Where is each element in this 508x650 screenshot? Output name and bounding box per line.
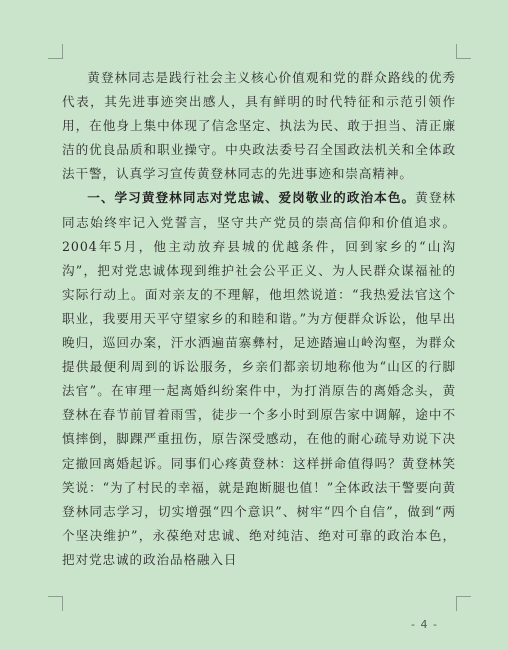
margin-mark-top-right [456,44,471,59]
document-body [62,66,456,572]
margin-mark-bottom-right [456,596,471,611]
intro-paragraph: 黄登林同志是践行社会主义核心价值观和党的群众路线的优秀代表，其先进事迹突出感人，具有鲜明的时代特征和示范引领作用，在他身上集中体现了信念坚定、执法为民、敢于担当、清正廉洁的优良品质和职业操守。中央政法委号召全国政法机关和全体政法干警，认真学习宣传黄登林同志的先进事迹和崇高精神。 [62,70,456,182]
section-1-body: 黄登林同志始终牢记入党誓言，坚守共产党员的崇高信仰和价值追求。2004年5月，他主动放弃县城的优越条件，回到家乡的“山沟沟”，把对党忠诚体现到维护社会公平正义、为人民群众谋福祉的实际行动上。面对亲友的不理解，他坦然说道：“我热爱法官这个职业，我要用天平守望家乡的和睦和谐。”为方便群众诉讼，他早出晚归，巡回办案，汗水洒遍苗寨彝村，足迹踏遍山岭沟壑，为群众提供最便利周到的诉讼服务，乡亲们都亲切地称他为“山区的行脚法官”。在审理一起离婚纠纷案件中，为打消原告的离婚念头，黄登林在春节前冒着雨雪，徒步一个多小时到原告家中调解，途中不慎摔倒，脚踝严重扭伤，原告深受感动，在他的耐心疏导劝说下决定撤回离婚起诉。同事们心疼黄登林：这样拼命值得吗？黄登林笑笑说：“为了村民的幸福，就是跑断腿也值！”全体政法干警要向黄登林同志学习，切实增强“四个意识”、树牢“四个自信”，做到“两个坚决维护”，永葆绝对忠诚、绝对纯洁、绝对可靠的政治本色，把对党忠诚的政治品格融入日 [62,190,456,567]
section-1-paragraph [62,186,456,572]
section-1-heading: 一、学习黄登林同志对党忠诚、爱岗敬业的政治本色。 [87,190,416,206]
page-number: - 4 - [411,618,438,631]
margin-mark-top-left [48,44,63,59]
margin-mark-bottom-left [48,596,63,611]
